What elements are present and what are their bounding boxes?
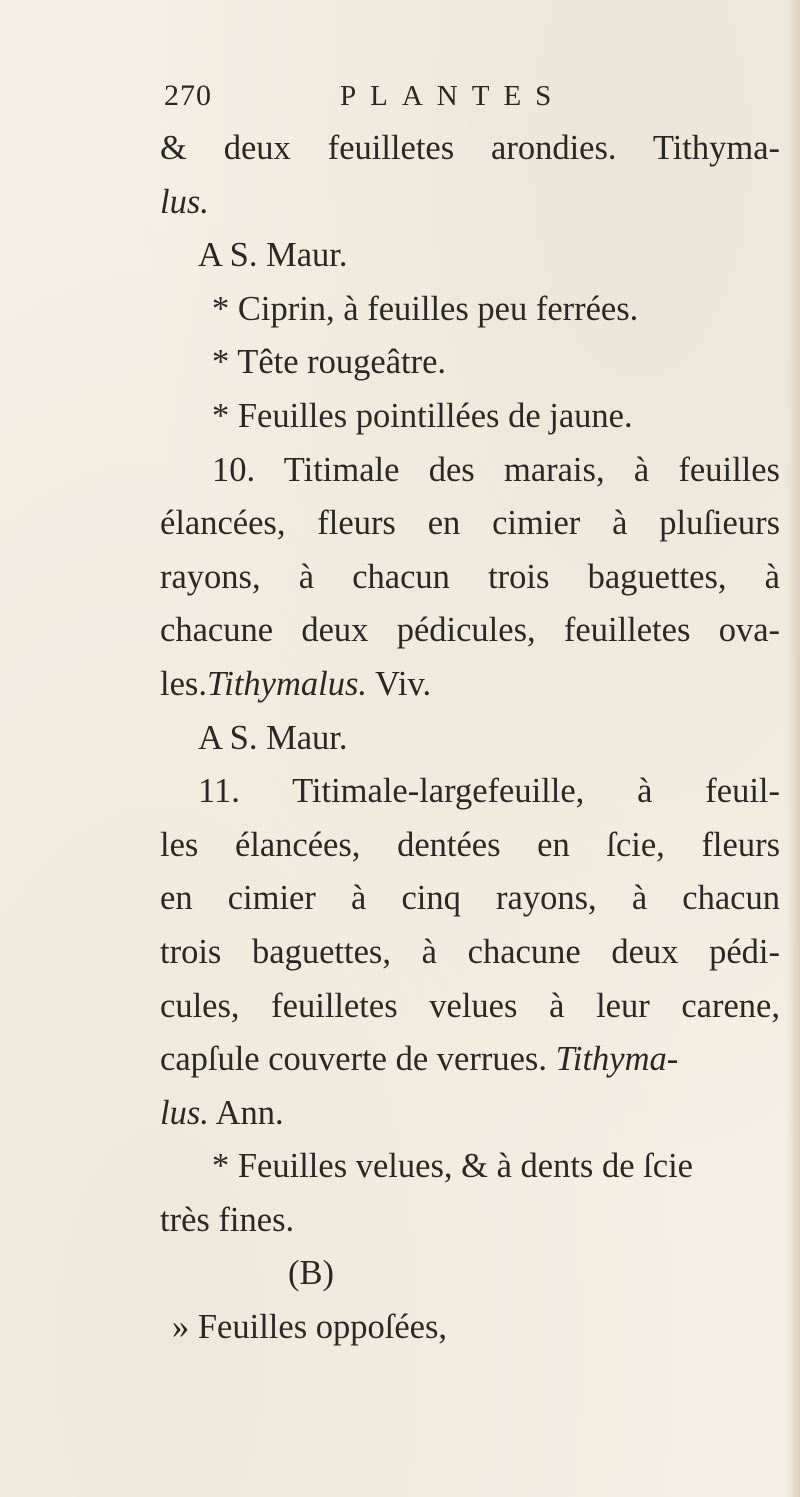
text-line: capſule couverte de verrues. Tithyma-	[160, 1040, 679, 1079]
page-edge-shadow	[786, 0, 800, 1497]
text-line: lus.	[160, 182, 209, 221]
text-line: & deux feuilletes arondies. Tithyma-	[160, 129, 780, 167]
text-line: * Tête rougeâtre.	[212, 343, 447, 382]
text-line: les élancées, dentées en ſcie, fleurs	[160, 825, 780, 864]
running-head: PLANTES	[340, 80, 566, 112]
text-line: » Feuilles oppoſées,	[172, 1308, 448, 1347]
page-number: 270	[164, 79, 212, 112]
body-text	[160, 122, 780, 1355]
text-line: rayons, à chacun trois baguettes, à	[160, 557, 780, 596]
text-line: en cimier à cinq rayons, à chacun	[160, 879, 780, 918]
text-line: chacune deux pédicules, feuilletes ova-	[160, 611, 780, 650]
text-line: * Feuilles velues, & à dents de ſcie	[212, 1147, 693, 1186]
text-line: trois baguettes, à chacune deux pédi-	[160, 932, 780, 971]
page-header	[164, 76, 624, 120]
text-line: très fines.	[160, 1200, 295, 1239]
text-line: * Ciprin, à feuilles peu ferrées.	[212, 289, 639, 328]
text-line: 10. Titimale des marais, à feuilles	[212, 450, 780, 489]
text-line: * Feuilles pointillées de jaune.	[212, 396, 633, 435]
section-marker: (B)	[288, 1254, 334, 1293]
text-line: les.Tithymalus. Viv.	[160, 664, 432, 703]
text-line: A S. Maur.	[198, 718, 348, 757]
text-line: lus. Ann.	[160, 1093, 284, 1132]
text-line: cules, feuilletes velues à leur carene,	[160, 986, 780, 1025]
text-line: 11. Titimale-largefeuille, à feuil-	[198, 772, 780, 811]
text-line: élancées, fleurs en cimier à pluſieurs	[160, 504, 780, 543]
text-line: A S. Maur.	[198, 236, 348, 275]
